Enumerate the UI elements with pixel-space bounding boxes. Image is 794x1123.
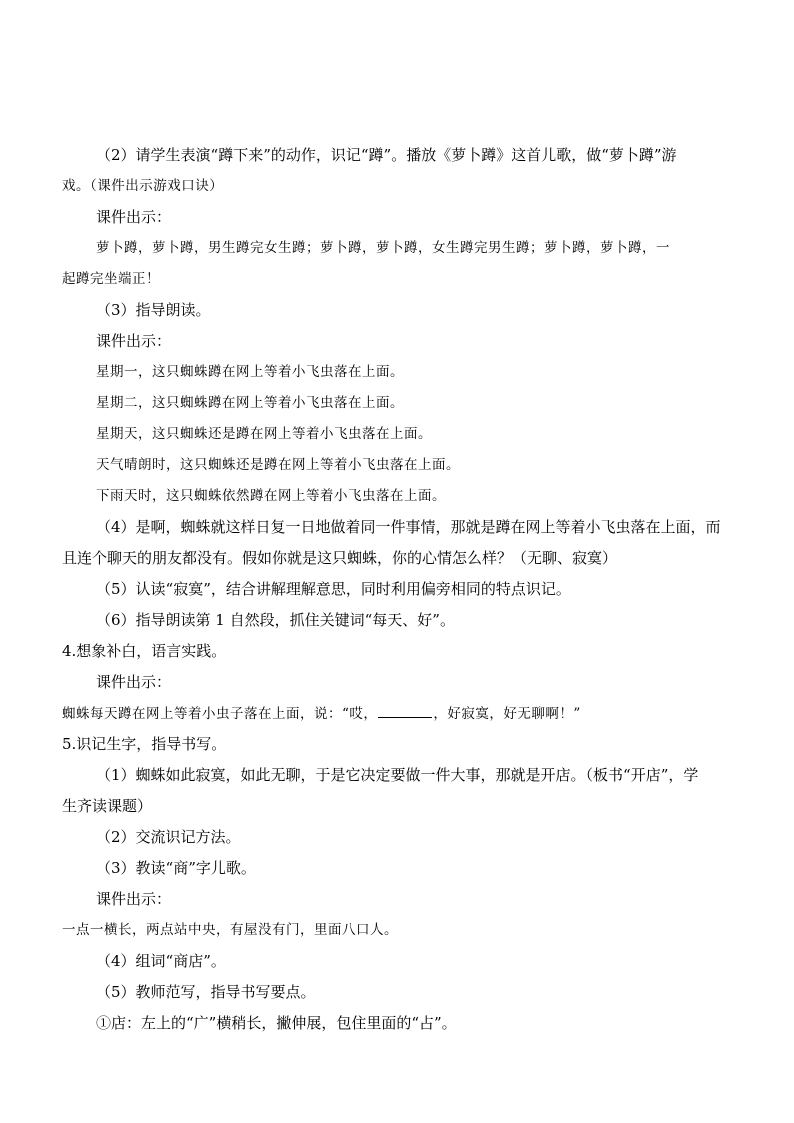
slide-content-line: 星期一，这只蜘蛛蹲在网上等着小飞虫落在上面。: [96, 364, 404, 380]
paragraph-line: （5）教师范写，指导书写要点。: [96, 983, 316, 1001]
paragraph-line: 生齐读课题）: [62, 797, 153, 815]
slide-label: 课件出示：: [96, 673, 172, 691]
slide-content-line: 一点一横长，两点站中央，有屋没有门，里面八口人。: [62, 922, 398, 938]
slide-label: 课件出示：: [96, 890, 172, 908]
slide-content-line: 星期天，这只蜘蛛还是蹲在网上等着小飞虫落在上面。: [96, 426, 432, 442]
paragraph-line: （4）组词“商店”。: [96, 952, 226, 970]
section-heading: 5.识记生字，指导书写。: [62, 735, 227, 753]
fill-in-prompt-end: ，好寂寞，好无聊啊！”: [433, 706, 581, 722]
paragraph-line: 戏。（课件出示游戏口诀）: [62, 178, 224, 194]
slide-content-line: 萝卜蹲，萝卜蹲，男生蹲完女生蹲；萝卜蹲，萝卜蹲，女生蹲完男生蹲；萝卜蹲，萝卜蹲，一: [96, 240, 670, 256]
fill-in-prompt-start: 蜘蛛每天蹲在网上等着小虫子落在上面，说：“哎，: [62, 706, 378, 722]
paragraph-line: （3）教读“商”字儿歌。: [96, 859, 256, 877]
paragraph-line: （2）交流识记方法。: [96, 828, 241, 846]
paragraph-line: （1）蜘蛛如此寂寞，如此无聊，于是它决定要做一件大事，那就是开店。（板书“开店”，学: [96, 766, 699, 784]
paragraph-line: （3）指导朗读。: [96, 301, 211, 319]
paragraph-line: 且连个聊天的朋友都没有。假如你就是这只蜘蛛，你的心情怎么样？（无聊、寂寞）: [62, 549, 618, 567]
section-heading: 4.想象补白，语言实践。: [62, 642, 227, 660]
slide-label: 课件出示：: [96, 208, 172, 226]
slide-content-line: 起蹲完坐端正！: [62, 271, 160, 287]
slide-content-line: 星期二，这只蜘蛛蹲在网上等着小飞虫落在上面。: [96, 395, 404, 411]
paragraph-line: （4）是啊，蜘蛛就这样日复一日地做着同一件事情，那就是蹲在网上等着小飞虫落在上面，而: [96, 518, 721, 536]
slide-content-line: 天气晴朗时，这只蜘蛛还是蹲在网上等着小飞虫落在上面。: [96, 457, 460, 473]
paragraph-line: （2）请学生表演“蹲下来”的动作，识记“蹲”。播放《萝卜蹲》这首儿歌，做“萝卜蹲”游: [96, 146, 677, 164]
slide-content-line: 下雨天时，这只蜘蛛依然蹲在网上等着小飞虫落在上面。: [96, 488, 446, 504]
paragraph-line: ①店：左上的“广”横稍长，撇伸展，包住里面的“占”。: [96, 1014, 457, 1032]
slide-label: 课件出示：: [96, 332, 172, 350]
paragraph-line: （6）指导朗读第 1 自然段，抓住关键词“每天、好”。: [96, 611, 455, 629]
fill-in-blank: [378, 703, 432, 718]
slide-content-line: [62, 703, 581, 724]
paragraph-line: （5）认读“寂寞”，结合讲解理解意思，同时利用偏旁相同的特点识记。: [96, 580, 571, 598]
